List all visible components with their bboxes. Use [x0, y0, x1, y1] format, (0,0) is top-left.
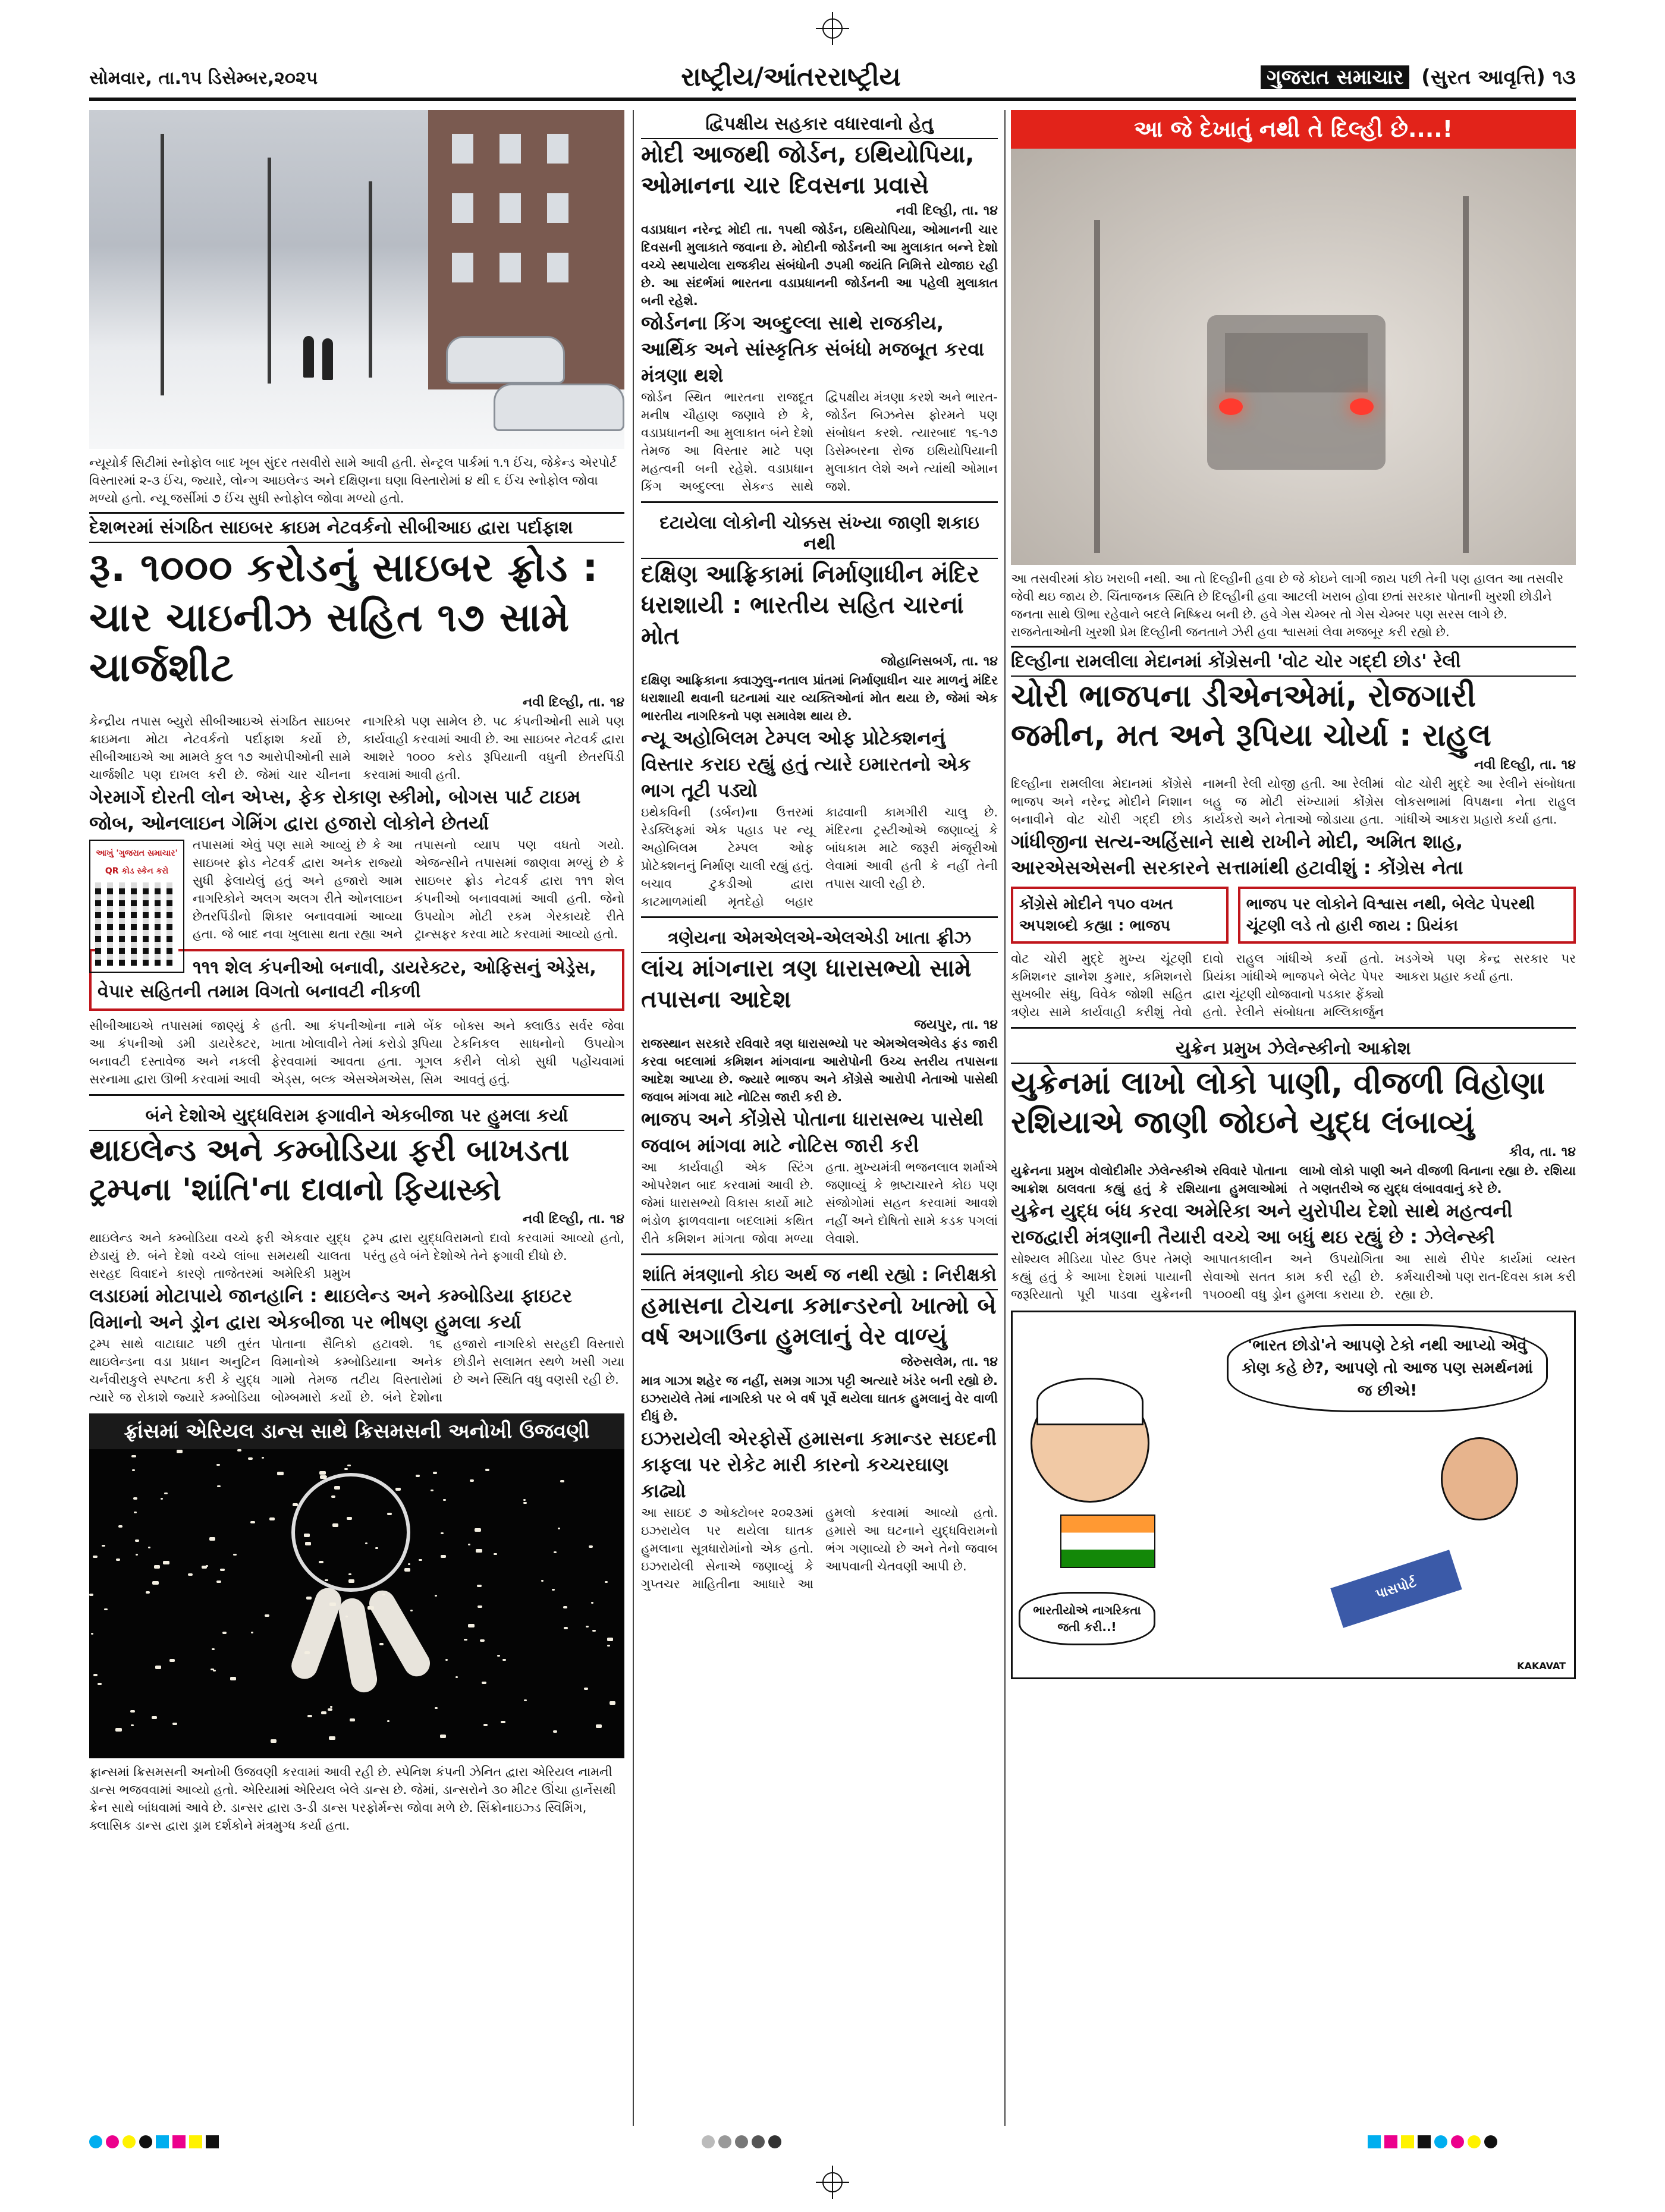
hamas-body: આ સાઇદ ૭ ઓક્ટોબર ૨૦૨૩માં ઇઝરાયેલ પર થયેલા ઘાતક હુમલાના સૂત્રધારોમાંનો એક હતો. ઇઝરાયેલી સેનાએ જણાવ્યું કે ગુપ્તચર માહિતીના આધારે આ હુમલો કરવામાં આવ્યો હતો. હમાસે આ ઘટનાને યુદ્ધવિરામનો ભંગ ગણાવ્યો છે અને તેનો જવાબ આપવાની ચેતવણી આપી છે. — [641, 1506, 998, 1591]
modi-headline: મોદી આજથી જોર્ડન, ઇથિયોપિયા, ઓમાનના ચાર દિવસના પ્રવાસે — [641, 141, 975, 199]
confetti-piece — [485, 1469, 489, 1471]
bus-headlight — [1219, 398, 1243, 415]
divider — [641, 501, 998, 503]
gray-swatch — [752, 2135, 765, 2148]
delhi-fog-photo — [1011, 149, 1576, 565]
modi-kicker: દ્વિપક્ષીય સહકાર વધારવાનો હેતુ — [641, 110, 998, 139]
cyber-dateline: નવી દિલ્હી, તા. ૧૪ — [522, 695, 624, 710]
confetti-piece — [344, 1468, 348, 1470]
confetti-piece — [250, 1521, 255, 1523]
ukraine-kicker: યુક્રેન પ્રમુખ ઝેલેન્સ્કીનો આક્રોશ — [1011, 1035, 1576, 1064]
confetti-piece — [134, 1512, 137, 1513]
confetti-piece — [350, 1718, 355, 1721]
confetti-piece — [501, 1721, 505, 1723]
confetti-piece — [154, 1565, 160, 1569]
modi-subhead: જોર્ડનના કિંગ અબ્દુલ્લા સાથે રાજકીય, આર્થિક અને સાંસ્કૃતિક સંબંધો મજબૂત કરવા મંત્રણા થશે — [641, 312, 985, 387]
ukraine-dateline: કીવ, તા. ૧૪ — [1509, 1145, 1576, 1160]
window — [547, 253, 568, 282]
confetti-piece — [233, 1554, 237, 1556]
window — [500, 253, 521, 282]
confetti-piece — [441, 1555, 446, 1558]
confetti-piece — [293, 1503, 298, 1506]
mla-kicker: ત્રણેયના એમએલએ-એલએડી ખાતા ફ્રીઝ — [641, 924, 998, 953]
confetti-piece — [320, 1475, 326, 1479]
bjp-quote-box: કોંગ્રેસે મોદીને ૧૫૦ વખત અપશબ્દો કહ્યા : ભાજપ — [1011, 887, 1229, 944]
confetti-piece — [541, 1580, 544, 1582]
magenta-swatch — [1451, 2135, 1464, 2148]
confetti-piece — [277, 1472, 284, 1475]
fog-photo-caption: આ તસવીરમાં કોઇ ખરાબી નથી. આ તો દિલ્હીની હવા છે જે કોઇને લાગી જાય પછી તેની પણ હાલત આ તસવીર જેવી થઇ જાય છે. ચિંતાજનક સ્થિતિ છે દિલ્હીની હવા આટલી ખરાબ હોવા છતાં સરકાર પોતાની ખુરશી છોડીને જનતા સાથે ઊભા રહેવાને બદલે નિષ્ક્રિય બની છે. હવે ગેસ ચેમ્બર તો ગેસ ચેમ્બર પણ સરસ લાગે છે. રાજનેતાઓની ખુરશી પ્રેમ દિલ્હીની જનતાને ઝેરી હવા શ્વાસમાં લેવા મજબૂર કરી રહ્યો છે. — [1011, 565, 1576, 648]
modi-lead: વડાપ્રધાન નરેન્દ્ર મોદી તા. ૧૫થી જોર્ડન, ઇથિયોપિયા, ઓમાનની ચાર દિવસની મુલાકાતે જવાના છે. મોદીની જોર્ડનની આ મુલાકાત બન્ને દેશો વચ્ચે સ્થપાયેલા રાજકીય સંબંધોની ૭૫મી જયંતિ નિમિત્તે યોજાઇ રહી છે. આ સંદર્ભમાં ભારતના વડાપ્રધાનની જોર્ડનની આ પહેલી મુલાકાત બની રહેશે. — [641, 222, 998, 308]
black-swatch — [206, 2135, 219, 2148]
confetti-piece — [319, 1561, 323, 1563]
confetti-piece — [116, 1559, 120, 1561]
confetti-piece — [524, 1699, 527, 1701]
confetti-piece — [482, 1682, 486, 1684]
confetti-piece — [476, 1549, 482, 1553]
ukraine-lead: યુક્રેનના પ્રમુખ વોલોદીમીર ઝેલેન્સ્કીએ રવિવારે પોતાના આક્રોશ ઠાલવતા કહ્યું હતું કે રશિયાના હુમલાઓમાં લાખો લોકો પાણી અને વીજળી વિનાના રહ્યા છે. રશિયા તે ગણતરીએ જ યુદ્ધ લંબાવવાનું કરે છે. — [1011, 1164, 1576, 1196]
thai-dateline: નવી દિલ્હી, તા. ૧૪ — [522, 1212, 624, 1227]
middle-column — [641, 110, 998, 1593]
temple-kicker: દટાયેલા લોકોની ચોક્કસ સંખ્યા જાણી શકાઇ નથી — [641, 509, 998, 559]
ukraine-subhead: યુક્રેન યુદ્ધ બંધ કરવા અમેરિકા અને યુરોપીય દેશો સાથે મહત્વની રાજદ્વારી મંત્રણાની તૈયારી વચ્ચે આ બધું થઇ રહ્યું છે : ઝેલેન્સ્કી — [1011, 1199, 1513, 1248]
confetti-piece — [464, 1639, 467, 1641]
window — [547, 134, 568, 164]
rahul-kicker: દિલ્હીના રામલીલા મેદાનમાં કોંગ્રેસની 'વોટ ચોર ગદ્દી છોડ' રેલી — [1011, 648, 1576, 677]
street-pole — [1463, 196, 1469, 553]
gray-swatch — [735, 2135, 748, 2148]
cyber-highlight-box: ૧૧૧ શેલ કંપનીઓ બનાવી, ડાયરેક્ટર, ઓફિસનું એડ્રેસ, વેપાર સહિતની તમામ વિગતો બનાવટી નીકળી — [89, 949, 624, 1011]
divider — [1011, 1027, 1576, 1029]
temple-subhead: ન્યૂ અહોબિલમ ટેમ્પલ ઓફ પ્રોટેક્શનનું વિસ્તાર કરાઇ રહ્યું હતું ત્યારે ઇમારતનો એક ભાગ તૂટી પડ્યો — [641, 727, 971, 802]
confetti-piece — [132, 1469, 135, 1471]
left-column — [89, 110, 624, 1839]
confetti-piece — [216, 1581, 221, 1583]
confetti-piece — [607, 1645, 610, 1647]
window — [452, 134, 473, 164]
confetti-piece — [596, 1724, 602, 1728]
confetti-piece — [365, 1542, 367, 1544]
divider — [641, 916, 998, 918]
ukraine-headline: યુક્રેનમાં લાખો લોકો પાણી, વીજળી વિહોણા રશિયાએ જાણી જોઇને યુદ્ધ લંબાવ્યું — [1011, 1066, 1545, 1140]
bus-headlight — [1350, 398, 1374, 415]
confetti-piece — [220, 1569, 225, 1571]
confetti-piece — [348, 1573, 351, 1575]
registration-mark-top — [815, 11, 850, 46]
hamas-dateline: જેરુસલેમ, તા. ૧૪ — [900, 1355, 998, 1369]
rahul-subhead: ગાંધીજીના સત્ય-અહિંસાને સાથે રાખીને મોદી, અમિત શાહ, આરએસએસની સરકારને સત્તામાંથી હટાવીશું : કોંગ્રેસ નેતા — [1011, 830, 1463, 879]
confetti-piece — [345, 1616, 348, 1617]
masthead — [89, 59, 1576, 101]
confetti-piece — [152, 1581, 159, 1585]
modi-dateline: નવી દિલ્હી, તા. ૧૪ — [896, 203, 998, 218]
confetti-piece — [306, 1597, 312, 1600]
confetti-piece — [305, 1542, 311, 1545]
cyber-headline: રૂ. ૧૦૦૦ કરોડનું સાઇબર ફ્રોડ : ચાર ચાઇનીઝ સહિત ૧૭ સામે ચાર્જશીટ — [89, 545, 599, 690]
confetti-piece — [328, 1708, 332, 1711]
magenta-swatch — [172, 2135, 186, 2148]
hamas-subhead: ઇઝરાયેલી એરફોર્સે હમાસના કમાન્ડર સઇદની કાફલા પર રોકેટ મારી કારનો કચ્ચરઘાણ કાઢ્યો — [641, 1427, 997, 1502]
snow-photo — [89, 110, 624, 449]
confetti-piece — [93, 1674, 98, 1676]
confetti-piece — [408, 1563, 410, 1565]
confetti-piece — [483, 1724, 488, 1726]
confetti-piece — [605, 1581, 608, 1583]
mla-dateline: જયપુર, તા. ૧૪ — [914, 1017, 998, 1032]
confetti-piece — [591, 1602, 593, 1604]
confetti-piece — [211, 1669, 214, 1670]
passport-book: પાસપોર્ટ — [1330, 1550, 1462, 1627]
confetti-piece — [435, 1595, 437, 1597]
confetti-piece — [98, 1683, 102, 1685]
dancer-figure — [288, 1584, 345, 1682]
confetti-piece — [155, 1666, 161, 1669]
street-pole — [1094, 220, 1100, 553]
cyber-body-2: સીબીઆઇએ તપાસમાં જાણ્યું કે આ કંપનીઓ ડમી ડાયરેક્ટર, બનાવટી દસ્તાવેજ અને નકલી સરનામા દ્વારા ઊભી કરવામાં આવી હતી. આ કંપનીઓના નામે બેંક ખાતા ખોલાવીને તેમાં કરોડો રૂપિયા ફેરવવામાં આવતા હતા. ગૂગલ એડ્સ, બલ્ક એસએમએસ, સિમ બોક્સ અને ક્લાઉડ સર્વર જેવા ટેકનિકલ સાધનોનો ઉપયોગ કરીને લોકો સુધી પહોંચવામાં આવતું હતું. — [89, 1019, 624, 1086]
mla-body: આ કાર્યવાહી એક સ્ટિંગ ઓપરેશન બાદ કરવામાં આવી છે. જેમાં ધારાસભ્યો વિકાસ કાર્યો માટે ભંડોળ ફાળવવાના બદલામાં કથિત રીતે કમિશન માંગતા જોવા મળ્યા હતા. મુખ્યમંત્રી ભજનલાલ શર્માએ જણાવ્યું કે ભ્રષ્ટાચારને કોઇ પણ સંજોગોમાં સહન કરવામાં આવશે નહીં અને દોષિતો સામે કડક પગલાં લેવાશે. — [641, 1160, 998, 1246]
confetti-piece — [319, 1471, 326, 1475]
black-swatch — [1418, 2135, 1431, 2148]
confetti-piece — [552, 1589, 555, 1591]
column-divider — [1004, 110, 1006, 2126]
yellow-swatch — [1468, 2135, 1481, 2148]
confetti-piece — [395, 1488, 401, 1491]
dance-photo-caption: ફ્રાન્સમાં ક્રિસમસની અનોખી ઉજવણી કરવામાં આવી રહી છે. સ્પેનિશ કંપની ઝેનિત દ્વારા એરિયલ નામની ડાન્સ ભજવવામાં આવ્યો હતો. એરિયામાં એરિયલ બેલે ડાન્સ છે. જેમાં, ડાન્સરોને ૩૦ મીટર ઊંચા હાર્નેસથી ક્રેન સાથે બાંધવામાં આવે છે. ડાન્સર દ્વારા ૩-ડી ડાન્સ પરફોર્મન્સ જોવા મળે છે. સિંક્રોનાઇઝ્ડ સ્વિમિંગ, ક્લાસિક ડાન્સ દ્વારા ડ્રામ દર્શકોને મંત્રમુગ્ધ કર્યા હતા. — [89, 1765, 616, 1833]
thai-subhead: લડાઇમાં મોટાપાયે જાનહાનિ : થાઇલેન્ડ અને કમ્બોડિયા ફાઇટર વિમાનો અને ડ્રોન દ્વારા એકબીજા પર ભીષણ હુમલા કર્યા — [89, 1284, 572, 1333]
rahul-dateline: નવી દિલ્હી, તા. ૧૪ — [1474, 758, 1576, 772]
confetti-piece — [251, 1632, 253, 1633]
confetti-piece — [118, 1525, 122, 1528]
parked-car — [494, 384, 624, 431]
confetti-piece — [93, 1556, 98, 1558]
confetti-piece — [269, 1517, 275, 1520]
confetti-piece — [248, 1457, 253, 1460]
tree-trunk — [161, 134, 164, 395]
confetti-piece — [304, 1651, 310, 1654]
cartoon-character-hair — [1036, 1378, 1143, 1425]
confetti-piece — [610, 1701, 615, 1705]
yellow-swatch — [1401, 2135, 1414, 2148]
modi-body: જોર્ડન સ્થિત ભારતના રાજદૂત મનીષ ચૌહાણ જણાવે છે કે, વડાપ્રધાનની આ મુલાકાત બંને દેશો તેમજ આ વિસ્તાર માટે પણ મહત્વની બની રહેશે. વડાપ્રધાન કિંગ અબ્દુલ્લા સેકન્ડ સાથે દ્વિપક્ષીય મંત્રણા કરશે અને ભારત-જોર્ડન બિઝનેસ ફોરમને પણ સંબોધન કરશે. ત્યારબાદ ૧૬-૧૭ ડિસેમ્બરના રોજ ઇથિયોપિયાની મુલાકાત લેશે અને ત્યાંથી ઓમાન જશે. — [641, 390, 998, 494]
cartoon-man-face — [1441, 1437, 1518, 1520]
parked-car — [446, 336, 565, 384]
confetti-piece — [347, 1465, 351, 1466]
temple-body: ઇથેકવિની (ડર્બન)ના ઉત્તરમાં રેડક્લિફમાં એક પહાડ પર ન્યૂ અહોબિલમ ટેમ્પલ ઓફ પ્રોટેક્શનનું નિર્માણ ચાલી રહ્યું હતું. બચાવ ટુકડીઓ દ્વારા કાટમાળમાંથી મૃતદેહો બહાર કાઢવાની કામગીરી ચાલુ છે. મંદિરના ટ્રસ્ટીઓએ જણાવ્યું કે બાંધકામ માટે જરૂરી મંજૂરીઓ લેવામાં આવી હતી કે નહીં તેની તપાસ ચાલી રહી છે. — [641, 805, 998, 909]
print-colorbar-right — [1368, 2132, 1497, 2152]
print-colorbar-center — [702, 2132, 781, 2152]
tree-trunk — [369, 181, 372, 378]
confetti-piece — [206, 1565, 208, 1567]
confetti-piece — [104, 1608, 108, 1610]
confetti-piece — [431, 1490, 433, 1491]
confetti-piece — [410, 1610, 413, 1611]
hamas-lead: માત્ર ગાઝા શહેર જ નહીં, સમગ્ર ગાઝા પટ્ટી અત્યારે ખંડેર બની રહ્યો છે. ઇઝરાયેલે તેમાં નાગરિકો પર બે વર્ષ પૂર્વે થયેલા ઘાતક હુમલાનું વેર વાળી દીધું છે. — [641, 1374, 998, 1424]
hamas-kicker: શાંતિ મંત્રણાનો કોઇ અર્થ જ નથી રહ્યો : નિરીક્ષકો — [641, 1261, 998, 1290]
aerial-dance-photo — [89, 1449, 624, 1758]
gray-swatch — [768, 2135, 781, 2148]
confetti-piece — [131, 1724, 134, 1726]
confetti-piece — [217, 1485, 221, 1487]
divider — [641, 1253, 998, 1255]
confetti-piece — [163, 1561, 169, 1564]
black-swatch — [139, 2135, 152, 2148]
mla-subhead: ભાજપ અને કોંગ્રેસે પોતાના ધારાસભ્ય પાસેથી જવાબ માંગવા માટે નોટિસ જારી કરી — [641, 1108, 984, 1157]
confetti-piece — [455, 1676, 458, 1678]
thai-headline: થાઇલેન્ડ અને કમ્બોડિયા ફરી બાખડતા ટ્રમ્પના 'શાંતિ'ના દાવાનો ફિયાસ્કો — [89, 1133, 570, 1208]
confetti-piece — [188, 1573, 193, 1576]
confetti-piece — [329, 1736, 335, 1740]
confetti-piece — [494, 1553, 497, 1555]
confetti-piece — [135, 1539, 139, 1542]
confetti-piece — [480, 1639, 485, 1642]
confetti-piece — [502, 1659, 506, 1661]
issue-date: સોમવાર, તા.૧૫ ડિસેમ્બર,૨૦૨૫ — [89, 68, 318, 89]
gray-swatch — [718, 2135, 731, 2148]
temple-lead: દક્ષિણ આફ્રિકાના ક્વાઝુલુ-નતાલ પ્રાંતમાં નિર્માણાધીન ચાર માળનું મંદિર ધરાશાયી થવાની ઘટનામાં ચાર વ્યક્તિઓનાં મોત થયા છે, જેમાં એક ભારતીય નાગરિકનો પણ સમાવેશ થાય છે. — [641, 673, 998, 723]
confetti-piece — [584, 1688, 588, 1690]
cyan-swatch — [156, 2135, 169, 2148]
thai-kicker: બંને દેશોએ યુદ્ધવિરામ ફગાવીને એકબીજા પર હુમલા કર્યા — [89, 1102, 624, 1131]
confetti-piece — [379, 1643, 384, 1645]
qr-code-icon — [95, 882, 178, 966]
snow-photo-caption: ન્યૂયોર્ક સિટીમાં સ્નોફોલ બાદ ખૂબ સુંદર તસવીરો સામે આવી હતી. સેન્ટ્રલ પાર્કમાં ૧.૧ ઈંચ, જેકેન્ડ એરપોર્ટ વિસ્તારમાં ૨-૩ ઈંચ, જ્યારે, લોન્ગ આઇલેન્ડ અને દક્ષિણના ઘણા વિસ્તારોમાં ૪ થી ૬ ઈંચ સ્નોફોલ જોવા મળ્યો હતો. ન્યૂ જર્સીમાં ૭ ઈંચ સુધી સ્નોફોલ જોવા મળ્યો હતો. — [89, 449, 624, 514]
magenta-swatch — [1384, 2135, 1397, 2148]
rahul-boxes-row — [1011, 881, 1576, 950]
mla-headline: લાંચ માંગનારા ત્રણ ધારાસભ્યો સામે તપાસના આદેશ — [641, 955, 972, 1013]
confetti-piece — [589, 1545, 593, 1548]
cyan-swatch — [1368, 2135, 1381, 2148]
confetti-piece — [375, 1547, 378, 1549]
confetti-piece — [553, 1730, 557, 1733]
confetti-piece — [523, 1502, 527, 1504]
pedestrian — [322, 338, 333, 380]
bus-shape — [1207, 315, 1386, 470]
confetti-piece — [468, 1544, 470, 1545]
political-cartoon — [1011, 1311, 1576, 1679]
window — [452, 193, 473, 223]
yellow-swatch — [122, 2135, 136, 2148]
confetti-piece — [89, 1594, 93, 1596]
black-swatch — [1484, 2135, 1497, 2148]
fog-banner: આ જે દેખાતું નથી તે દિલ્હી છે....! — [1011, 110, 1576, 149]
temple-dateline: જોહાનિસબર્ગ, તા. ૧૪ — [881, 654, 998, 669]
ukraine-body: સોશ્યલ મીડિયા પોસ્ટ ઉપર તેમણે કહ્યું હતું કે આખા દેશમાં પાયાની જરૂરિયાતો પૂરી પાડવા યુક્રેનની આપાતકાલીન અને ઉપયોગિતા સેવાઓ સતત કામ કરી રહી છે. ૧૫૦૦થી વધુ ડ્રોન હુમલા કરાયા છે. આ સાથે રીપેર કાર્યમાં વ્યસ્ત કર્મચારીઓ પણ રાત-દિવસ કામ કરી રહ્યા છે. — [1011, 1252, 1576, 1302]
confetti-piece — [146, 1591, 150, 1594]
mla-lead: રાજસ્થાન સરકારે રવિવારે ત્રણ ધારાસભ્યો પર એમએલએલેડ ફંડ જારી કરવા બદલામાં કમિશન માંગવાના આરોપોની ઉચ્ચ સ્તરીય તપાસના આદેશ આપ્યા છે. જ્યારે ભાજપ અને કોંગ્રેસે આરોપી નેતાઓ પાસેથી જવાબ માંગવા માટે નોટિસ જારી કરી છે. — [641, 1036, 998, 1104]
confetti-piece — [433, 1472, 437, 1474]
confetti-piece — [419, 1559, 422, 1561]
confetti-piece — [475, 1528, 481, 1532]
window — [547, 193, 568, 223]
confetti-piece — [330, 1706, 332, 1708]
confetti-piece — [172, 1723, 177, 1725]
confetti-piece — [470, 1479, 474, 1482]
confetti-piece — [102, 1545, 105, 1547]
rahul-lead: દિલ્હીના રામલીલા મેદાનમાં કોંગ્રેસે ભાજપ અને નરેન્દ્ર મોદીને નિશાન બનાવીને વોટ ચોરી ગદ્દી છોડ નામની રેલી યોજી હતી. આ રેલીમાં બહુ જ મોટી સંખ્યામાં કોંગ્રેસ કાર્યકરો અને નેતાઓ જોડાયા હતા. વોટ ચોરી મુદ્દે આ રેલીને સંબોધતા લોકસભામાં વિપક્ષના નેતા રાહુલ ગાંધીએ આકરા પ્રહારો કર્યા હતા. — [1011, 777, 1576, 827]
cartoon-caption-bubble: ભારતીયોએ નાગરિકતા જતી કરી..! — [1019, 1592, 1155, 1645]
confetti-piece — [334, 1486, 340, 1490]
confetti-piece — [332, 1523, 338, 1527]
confetti-piece — [382, 1594, 385, 1595]
confetti-piece — [131, 1455, 136, 1457]
rahul-headline: ચોરી ભાજપના ડીએનએમાં, રોજગારી જમીન, મત અને રૂપિયા ચોર્યા : રાહુલ — [1011, 678, 1491, 753]
confetti-piece — [497, 1655, 500, 1657]
confetti-piece — [230, 1677, 236, 1680]
confetti-piece — [91, 1633, 93, 1635]
confetti-piece — [387, 1513, 392, 1515]
confetti-piece — [161, 1498, 163, 1500]
confetti-piece — [130, 1710, 135, 1713]
confetti-piece — [477, 1605, 482, 1608]
confetti-piece — [416, 1475, 420, 1477]
confetti-piece — [445, 1659, 448, 1661]
cyber-body-block — [89, 836, 624, 943]
confetti-piece — [443, 1499, 446, 1501]
magenta-swatch — [106, 2135, 119, 2148]
registration-mark-bottom — [815, 2164, 850, 2200]
tree-trunk — [268, 158, 271, 384]
divider — [89, 1094, 624, 1096]
confetti-piece — [325, 1579, 328, 1581]
confetti-piece — [523, 1499, 526, 1501]
confetti-piece — [607, 1638, 613, 1641]
confetti-piece — [164, 1493, 168, 1494]
confetti-piece — [216, 1464, 220, 1466]
confetti-piece — [307, 1715, 312, 1717]
page-number: ૧૩ — [1552, 65, 1576, 89]
confetti-piece — [563, 1606, 567, 1608]
confetti-piece — [387, 1720, 389, 1722]
confetti-piece — [329, 1603, 336, 1606]
masthead-brand — [1261, 65, 1576, 89]
window — [500, 134, 521, 164]
confetti-piece — [564, 1627, 568, 1629]
pedestrian — [303, 336, 314, 378]
hamas-headline: હમાસના ટોચના કમાન્ડરનો ખાત્મો બે વર્ષ અગાઉના હુમલાનું વેર વાળ્યું — [641, 1292, 997, 1350]
qr-code-box[interactable] — [89, 840, 184, 973]
confetti-piece — [265, 1614, 269, 1617]
dance-banner: ફ્રાંસમાં એરિયલ ડાન્સ સાથે ક્રિસમસની અનોખી ઉજવણી — [89, 1413, 624, 1449]
newspaper-logo: ગુજરાત સમાચાર — [1261, 65, 1409, 89]
confetti-piece — [440, 1735, 446, 1738]
confetti-piece — [115, 1728, 122, 1732]
thai-lead: થાઇલેન્ડ અને કમ્બોડિયા વચ્ચે ફરી એકવાર યુદ્ધ છેડાયું છે. બંને દેશો વચ્ચે લાંબા સમયથી ચાલતા સરહદ વિવાદને કારણે તાજેતરમાં અમેરિકી પ્રમુખ ટ્રમ્પ દ્વારા યુદ્ધવિરામનો દાવો કરવામાં આવ્યો હતો, પરંતુ હવે બંને દેશોએ તેને ફગાવી દીધો છે. — [89, 1231, 624, 1281]
confetti-piece — [136, 1554, 138, 1556]
confetti-piece — [435, 1707, 438, 1709]
confetti-piece — [404, 1568, 410, 1572]
rahul-body: વોટ ચોરી મુદ્દે મુખ્ય ચૂંટણી કમિશનર જ્ઞાનેશ કુમાર, કમિશનરો સુખબીર સંધુ, વિવેક જોશી સહિત ત્રણેય સામે કાર્યવાહી કરીશું તેવો દાવો રાહુલ ગાંધીએ કર્યો હતો. પ્રિયંકા ગાંધીએ ભાજપને બેલેટ પેપર દ્વારા ચૂંટણી યોજવાનો પડકાર ફેંક્યો હતો. રેલીને સંબોધતા મલ્લિકાર્જુન ખડગેએ પણ કેન્દ્ર સરકાર પર આકરા પ્રહાર કર્યા હતા. — [1011, 951, 1576, 1019]
confetti-piece — [169, 1659, 175, 1662]
confetti-piece — [367, 1606, 374, 1610]
qr-label: આખું 'ગુજરાત સમાચાર' QR કોડ સ્કેન કરો — [96, 849, 178, 876]
confetti-piece — [592, 1630, 596, 1632]
confetti-piece — [560, 1480, 564, 1482]
confetti-piece — [237, 1449, 241, 1451]
confetti-piece — [262, 1457, 264, 1459]
right-column — [1011, 110, 1576, 1679]
print-colorbar-left — [89, 2132, 219, 2152]
confetti-piece — [441, 1532, 444, 1534]
cyber-lead: કેન્દ્રીય તપાસ બ્યુરો સીબીઆઇએ સંગઠિત સાઇબર ક્રાઇમના મોટા નેટવર્કનો પર્દાફાશ કર્યો છે, સીબીઆઇએ આ મામલે કુલ ૧૭ આરોપીઓની સામે ચાર્જશીટ પણ દાખલ કરી છે. જેમાં ચાર ચીનના નાગરિકો પણ સામેલ છે. ૫૮ કંપનીઓની સામે પણ કાર્યવાહી કરવામાં આવી છે. આ સાઇબર નેટવર્ક દ્વારા આશરે ૧૦૦૦ કરોડ રૂપિયાની વધુની છેતરપિંડી કરવામાં આવી હતી. — [89, 714, 624, 782]
window — [500, 193, 521, 223]
confetti-piece — [212, 1648, 215, 1650]
confetti-piece — [209, 1537, 215, 1541]
cartoon-speech-bubble: 'ભારત છોડો'ને આપણે ટેકો નથી આપ્યો એવું કોણ કહે છે?, આપણે તો આજ પણ સમર્થનમાં જ છીએ! — [1227, 1324, 1548, 1412]
section-title: રાષ્ટ્રીય/આંતરરાષ્ટ્રીય — [681, 62, 901, 92]
confetti-piece — [133, 1497, 137, 1500]
temple-headline: દક્ષિણ આફ્રિકામાં નિર્માણાધીન મંદિર ધરાશાયી : ભારતીય સહિત ચારનાં મોત — [641, 561, 979, 650]
confetti-piece — [558, 1528, 560, 1529]
cyan-swatch — [89, 2135, 102, 2148]
confetti-piece — [177, 1450, 183, 1453]
confetti-piece — [222, 1632, 227, 1634]
priyanka-quote-box: ભાજપ પર લોકોને વિશ્વાસ નથી, બેલેટ પેપરથી ચૂંટણી લડે તો હારી જાય : પ્રિયંકા — [1238, 887, 1576, 944]
confetti-piece — [349, 1581, 354, 1583]
cyan-swatch — [1434, 2135, 1447, 2148]
cartoonist-signature: KAKAVAT — [1517, 1660, 1566, 1671]
confetti-piece — [331, 1495, 335, 1498]
cyber-body: તપાસમાં એવું પણ સામે આવ્યું છે કે આ સાઇબર ફ્રોડ નેટવર્ક દ્વારા અનેક રાજ્યો સુધી ફેલાયેલું હતું અને હજારો આમ નાગરિકોને અલગ અલગ રીતે ઓનલાઇન છેતરપિંડીનો શિકાર બનાવવામાં આવ્યા હતા. જે બાદ નવા ખુલાસા થતા રહ્યા અને તપાસનો વ્યાપ પણ વધતો ગયો. એજન્સીને તપાસમાં જાણવા મળ્યું છે કે સાઇબર ફ્રોડ નેટવર્ક દ્વારા ૧૧૧ શેલ કંપનીઓ બનાવવામાં આવી હતી. જેનો ઉપયોગ મોટી રકમ ગેરકાયદે રીતે ટ્રાન્સફર કરવા માટે કરવામાં આવ્યો હતો. — [193, 838, 624, 941]
confetti-piece — [271, 1739, 277, 1743]
column-divider — [633, 110, 634, 2126]
edition-label: (સુરત આવૃત્તિ) — [1421, 65, 1545, 89]
confetti-piece — [477, 1585, 482, 1587]
yellow-swatch — [189, 2135, 202, 2148]
flag-shape — [1060, 1515, 1155, 1568]
confetti-piece — [304, 1534, 310, 1537]
confetti-piece — [347, 1517, 352, 1520]
cyber-kicker: દેશભરમાં સંગઠિત સાઇબર ક્રાઇમ નેટવર્કનો સીબીઆઇ દ્વારા પર્દાફાશ — [89, 514, 624, 543]
cyber-subhead: ગેરમાર્ગે દોરતી લોન એપ્સ, ફેક રોકાણ સ્કીમો, બોગસ પાર્ટ ટાઇમ જોબ, ઓનલાઇન ગેમિંગ દ્વારા હજારો લોકોને છેતર્યા — [89, 785, 581, 834]
gray-swatch — [702, 2135, 715, 2148]
confetti-piece — [152, 1716, 157, 1719]
confetti-piece — [554, 1551, 557, 1553]
confetti-piece — [148, 1547, 150, 1548]
thai-body: ટ્રમ્પ સાથે વાટાઘાટ પછી તુરંત થાઇલેન્ડના વડા પ્રધાન અનુટિન ચર્નવીરાકુલે સ્પષ્ટતા કરી કે યુદ્ધ ત્યારે જ રોકાશે જ્યારે કમ્બોડિયા પોતાના સૈનિકો હટાવશે. ૧૬ વિમાનોએ કમ્બોડિયાના અનેક ગામો તેમજ તટીય વિસ્તારોમાં બોમ્બમારો કર્યો છે. બંને દેશોના હજારો નાગરિકો સરહદી વિસ્તારો છોડીને સલામત સ્થળે ખસી ગયા છે અને સ્થિતિ વધુ વણસી રહી છે. — [89, 1337, 624, 1405]
confetti-piece — [321, 1711, 326, 1714]
confetti-piece — [586, 1626, 589, 1627]
confetti-piece — [468, 1624, 475, 1627]
window — [452, 253, 473, 282]
